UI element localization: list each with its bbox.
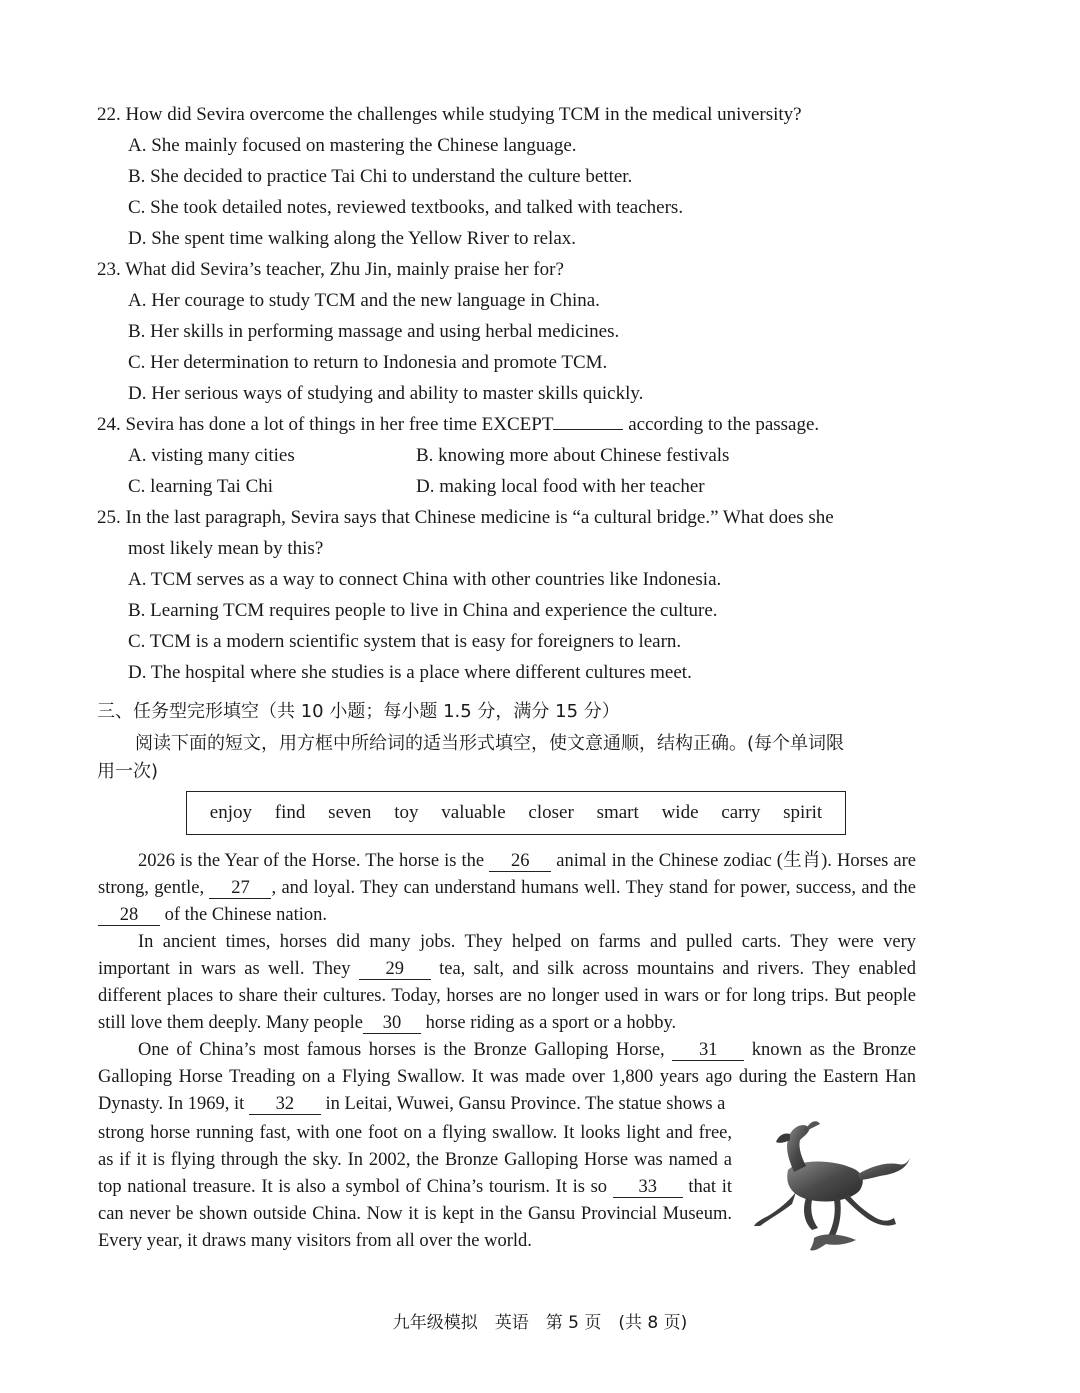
- q23-option-c: C. Her determination to return to Indonesia and promote TCM.: [128, 352, 608, 373]
- passage-text: One of China’s most famous horses is the Bronze Galloping Horse,: [138, 1040, 673, 1060]
- passage-paragraph-2: [98, 929, 916, 1037]
- q22-option-b: B. She decided to practice Tai Chi to understand the culture better.: [128, 166, 633, 187]
- passage-text: of the Chinese nation.: [160, 905, 327, 925]
- q25-option-c: C. TCM is a modern scientific system that is easy for foreigners to learn.: [128, 631, 682, 652]
- blank-30: 30: [363, 1013, 421, 1034]
- q24-stem-pre: 24. Sevira has done a lot of things in her free time EXCEPT: [97, 414, 554, 435]
- passage-text: tea, salt, and silk across mountains and rivers. They enabled different places to share their cultures. Today, horses are no longer used in wars or for long trips. But people still love them deeply. Many people: [98, 959, 916, 1033]
- blank-26: 26: [489, 851, 551, 872]
- section3-instruction-line2: 用一次): [97, 761, 159, 782]
- passage-paragraph-3: [98, 1037, 916, 1118]
- word-bank-word: enjoy: [209, 802, 252, 823]
- passage-text: strong horse running fast, with one foot on a flying swallow. It looks light and free, as if it is flying through the sky. In 2002, the Bronze Galloping Horse was named a top national treasure. It is also a symbol of China’s tourism. It is so: [98, 1123, 732, 1197]
- q22-stem: 22. How did Sevira overcome the challenges while studying TCM in the medical university?: [97, 104, 802, 125]
- q24-option-d: D. making local food with her teacher: [416, 476, 705, 497]
- passage-text: known as the Bronze Galloping Horse Treading on a Flying Swallow. It was made over 1,800 years ago during the Eastern Han Dynasty. In 1969, it: [98, 1040, 916, 1114]
- section3-heading: 三、任务型完形填空（共 10 小题；每小题 1.5 分，满分 15 分）: [97, 701, 620, 722]
- q25-option-d: D. The hospital where she studies is a place where different cultures meet.: [128, 662, 692, 683]
- section3-instruction-line1: 阅读下面的短文，用方框中所给词的适当形式填空，使文意通顺，结构正确。(每个单词限: [135, 733, 845, 754]
- q22-option-a: A. She mainly focused on mastering the Chinese language.: [128, 135, 577, 156]
- blank-29: 29: [359, 959, 431, 980]
- passage-upper: [98, 848, 916, 1118]
- blank-28: 28: [98, 905, 160, 926]
- word-bank-word: carry: [721, 802, 761, 823]
- q22-option-d: D. She spent time walking along the Yellow River to relax.: [128, 228, 577, 249]
- q23-stem: 23. What did Sevira’s teacher, Zhu Jin, mainly praise her for?: [97, 259, 564, 280]
- word-bank-word: smart: [596, 802, 639, 823]
- blank-32: 32: [249, 1094, 321, 1115]
- page-footer: 九年级模拟 英语 第 5 页 (共 8 页): [392, 1313, 688, 1333]
- word-bank-word: spirit: [783, 802, 823, 823]
- q24-answer-blank: [553, 429, 623, 430]
- q25-stem-line2: most likely mean by this?: [128, 538, 324, 559]
- q23-option-a: A. Her courage to study TCM and the new language in China.: [128, 290, 600, 311]
- q25-stem-line1: 25. In the last paragraph, Sevira says that Chinese medicine is “a cultural bridge.” What does she: [97, 507, 834, 528]
- q24-option-a: A. visting many cities: [128, 445, 295, 466]
- passage-paragraph-1: [98, 848, 916, 929]
- bronze-horse-image: [748, 1118, 916, 1258]
- passage-text: , and loyal. They can understand humans well. They stand for power, success, and the: [271, 878, 916, 898]
- passage-text: 2026 is the Year of the Horse. The horse is the: [138, 851, 490, 871]
- passage-text: that it can never be shown outside China. Now it is kept in the Gansu Provincial Museum. Every year, it draws many visitors from all over the world.: [98, 1177, 732, 1251]
- blank-31: 31: [672, 1040, 744, 1061]
- word-bank-word: seven: [328, 802, 372, 823]
- word-bank-word: closer: [528, 802, 574, 823]
- q24-stem: [97, 412, 819, 438]
- word-bank-word: valuable: [441, 802, 506, 823]
- q23-option-d: D. Her serious ways of studying and ability to master skills quickly.: [128, 383, 644, 404]
- passage-text: animal in the Chinese zodiac (生肖). Horses are strong, gentle,: [98, 851, 917, 898]
- q23-option-b: B. Her skills in performing massage and using herbal medicines.: [128, 321, 620, 342]
- passage-text: In ancient times, horses did many jobs. They helped on farms and pulled carts. They were very important in wars as well. They: [98, 932, 916, 979]
- q24-stem-post: according to the passage.: [628, 414, 820, 435]
- blank-33: 33: [613, 1177, 683, 1198]
- q24-option-b: B. knowing more about Chinese festivals: [416, 445, 730, 466]
- passage-lower: [98, 1120, 732, 1255]
- q25-option-b: B. Learning TCM requires people to live in China and experience the culture.: [128, 600, 718, 621]
- passage-paragraph-3-continued: [98, 1120, 732, 1255]
- word-bank-word: find: [274, 802, 306, 823]
- passage-text: in Leitai, Wuwei, Gansu Province. The statue shows a: [320, 1094, 726, 1114]
- q25-option-a: A. TCM serves as a way to connect China with other countries like Indonesia.: [128, 569, 722, 590]
- passage-text: horse riding as a sport or a hobby.: [420, 1013, 677, 1033]
- word-bank-word: wide: [661, 802, 699, 823]
- word-bank-word: toy: [394, 802, 419, 823]
- word-bank-box: [186, 791, 846, 835]
- q22-option-c: C. She took detailed notes, reviewed textbooks, and talked with teachers.: [128, 197, 684, 218]
- q24-option-c: C. learning Tai Chi: [128, 476, 274, 497]
- blank-27: 27: [209, 878, 271, 899]
